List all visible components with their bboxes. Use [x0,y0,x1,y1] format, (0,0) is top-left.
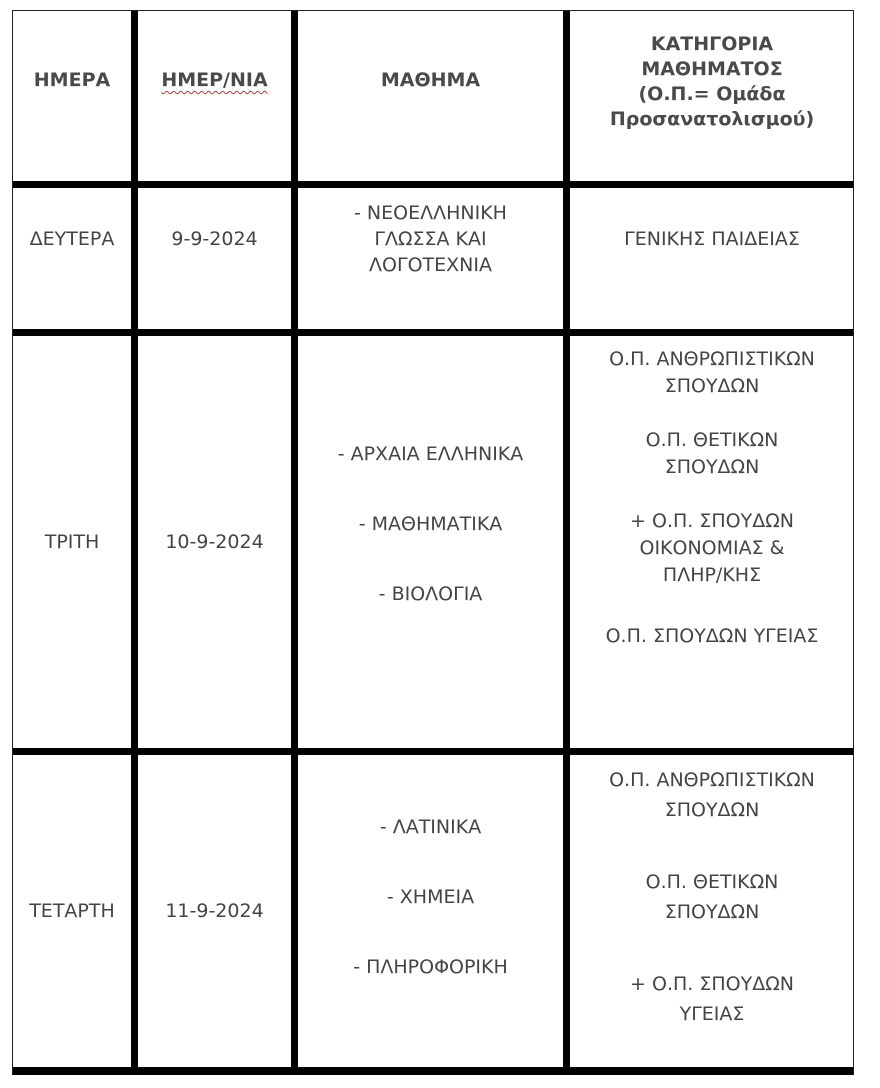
header-day-label: ΗΜΕΡΑ [33,69,111,91]
category-text: ΣΠΟΥΔΩΝ [664,375,760,397]
category-text: Ο.Π. ΣΠΟΥΔΩΝ ΥΓΕΙΑΣ [605,625,819,647]
row-divider [13,329,853,336]
exam-schedule-table [12,10,854,1075]
category-text: ΓΕΝΙΚΗΣ ΠΑΙΔΕΙΑΣ [624,228,800,250]
category-text: ΣΠΟΥΔΩΝ [664,799,760,821]
category-text: ΟΙΚΟΝΟΜΙΑΣ & [639,537,785,559]
subject-text: - ΛΑΤΙΝΙΚΑ [379,816,482,838]
subject-text: - ΑΡΧΑΙΑ ΕΛΛΗΝΙΚΑ [337,443,524,465]
column-divider [131,11,138,1074]
category-text: ΥΓΕΙΑΣ [679,1003,745,1025]
row1-subject [298,188,563,290]
row-divider [13,181,853,188]
header-subject [298,11,563,149]
row2-day [13,336,131,748]
row1-category [570,188,854,290]
category-text: Ο.Π. ΑΝΘΡΩΠΙΣΤΙΚΩΝ [609,769,815,791]
header-subject-label: ΜΑΘΗΜΑ [380,69,481,91]
row-divider [13,748,853,755]
row2-date [138,336,291,748]
category-text: ΣΠΟΥΔΩΝ [664,456,760,478]
category-text: Ο.Π. ΑΝΘΡΩΠΙΣΤΙΚΩΝ [609,348,815,370]
category-text: ΣΠΟΥΔΩΝ [664,901,760,923]
subject-text: - ΧΗΜΕΙΑ [386,886,475,908]
date-text: 9-9-2024 [171,228,258,250]
row3-day [13,755,131,1067]
column-divider [291,11,298,1074]
subject-text: - ΜΑΘΗΜΑΤΙΚΑ [358,513,503,535]
row3-date [138,755,291,1067]
row3-category [570,755,854,1067]
header-category-line: Προσανατολισμού) [609,108,815,130]
header-category [570,11,854,181]
header-category-line: ΜΑΘΗΜΑΤΟΣ [641,58,783,80]
date-text: 11-9-2024 [165,900,264,922]
subject-text: - ΒΙΟΛΟΓΙΑ [378,583,483,605]
row1-day [13,188,131,290]
header-category-line: (Ο.Π.= Ομάδα [638,83,786,105]
category-text: + Ο.Π. ΣΠΟΥΔΩΝ [630,510,794,532]
row-divider [13,1067,853,1075]
date-text: 10-9-2024 [165,531,264,553]
header-day [13,11,131,149]
column-divider [563,11,570,1074]
day-text: ΤΡΙΤΗ [44,531,100,553]
category-text: ΠΛΗΡ/ΚΗΣ [662,564,762,586]
row1-date [138,188,291,290]
day-text: ΔΕΥΤΕΡΑ [29,228,115,250]
header-date-label: ΗΜΕΡ/ΝΙΑ [161,69,268,91]
header-date [138,11,291,149]
header-category-line: ΚΑΤΗΓΟΡΙΑ [650,33,774,55]
category-text: + Ο.Π. ΣΠΟΥΔΩΝ [630,973,794,995]
subject-text: - ΝΕΟΕΛΛΗΝΙΚΗ [354,202,507,224]
category-text: Ο.Π. ΘΕΤΙΚΩΝ [645,429,779,451]
row3-subject [298,755,563,1067]
category-text: Ο.Π. ΘΕΤΙΚΩΝ [645,871,779,893]
day-text: ΤΕΤΑΡΤΗ [29,900,115,922]
subject-text: ΓΛΩΣΣΑ ΚΑΙ [374,228,487,250]
subject-text: ΛΟΓΟΤΕΧΝΙΑ [369,254,492,276]
row2-category [570,336,854,748]
row2-subject [298,336,563,748]
subject-text: - ΠΛΗΡΟΦΟΡΙΚΗ [353,956,508,978]
